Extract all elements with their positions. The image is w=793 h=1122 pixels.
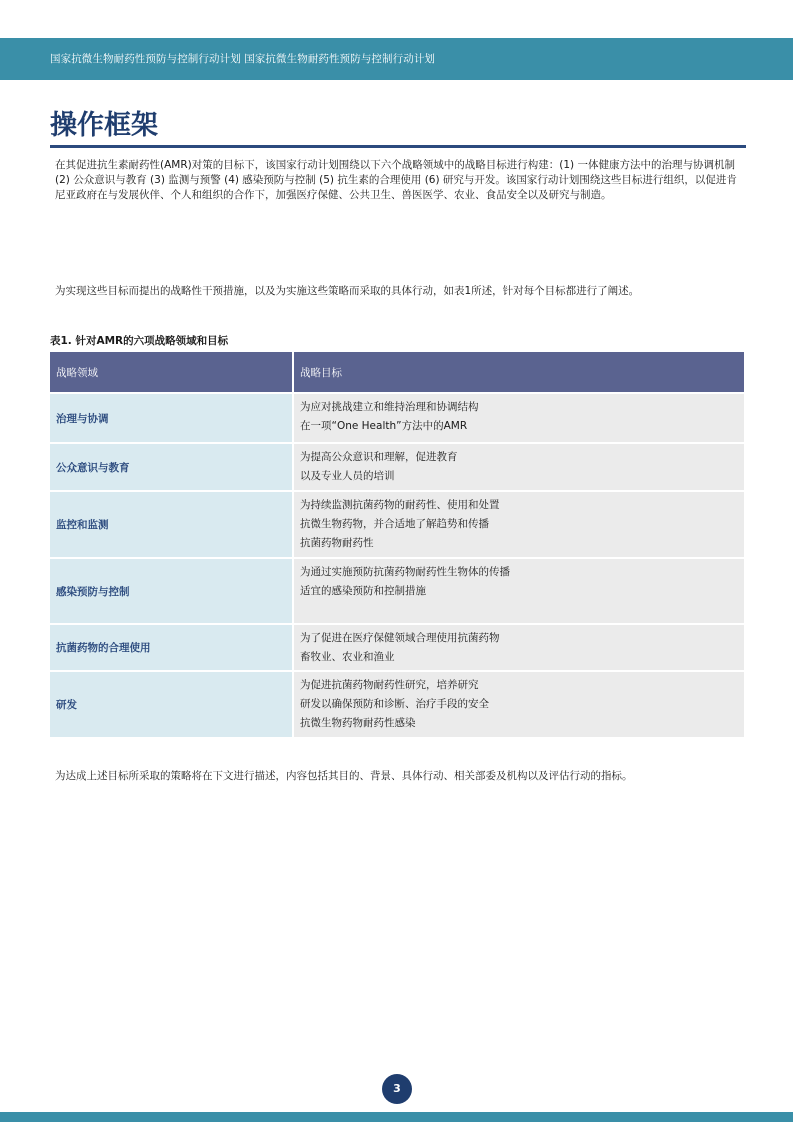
page-title: 操作框架 bbox=[50, 110, 158, 141]
closing-paragraph: 为达成上述目标所采取的策略将在下文进行描述，内容包括其目的、背景、具体行动、相关部委及机构以及评估行动的指标。 bbox=[55, 770, 633, 782]
area-cell: 感染预防与控制 bbox=[50, 558, 293, 624]
goal-cell bbox=[293, 393, 744, 443]
goal-line: 为提高公众意识和理解，促进教育 bbox=[300, 451, 458, 463]
goal-line: 为持续监测抗菌药物的耐药性、使用和处置 bbox=[300, 499, 500, 511]
strategic-goals-table bbox=[50, 352, 744, 737]
goal-line: 为应对挑战建立和维持治理和协调结构 bbox=[300, 401, 479, 413]
table-row bbox=[50, 671, 744, 737]
title-underline bbox=[50, 145, 746, 148]
table-row bbox=[50, 491, 744, 558]
footer-band bbox=[0, 1112, 793, 1122]
header-band bbox=[0, 38, 793, 80]
header-strategic-goal: 战略目标 bbox=[293, 352, 744, 393]
area-cell: 抗菌药物的合理使用 bbox=[50, 624, 293, 671]
goal-line: 抗微生物药物，并合适地了解趋势和传播 bbox=[300, 518, 489, 530]
goal-cell bbox=[293, 558, 744, 624]
page-number-badge: 3 bbox=[382, 1074, 412, 1104]
area-cell: 公众意识与教育 bbox=[50, 443, 293, 491]
area-cell: 研发 bbox=[50, 671, 293, 737]
header-strategic-area: 战略领域 bbox=[50, 352, 293, 393]
goal-line: 以及专业人员的培训 bbox=[300, 470, 395, 482]
goal-line: 为促进抗菌药物耐药性研究，培养研究 bbox=[300, 679, 479, 691]
area-cell: 治理与协调 bbox=[50, 393, 293, 443]
interventions-paragraph: 为实现这些目标而提出的战略性干预措施，以及为实施这些策略而采取的具体行动，如表1所述，针对每个目标都进行了阐述。 bbox=[55, 285, 640, 297]
goal-line: 为了促进在医疗保健领域合理使用抗菌药物 bbox=[300, 632, 500, 644]
table-caption: 表1. 针对AMR的六项战略领域和目标 bbox=[50, 335, 229, 347]
table-row bbox=[50, 443, 744, 491]
goal-line: 研发以确保预防和诊断、治疗手段的安全 bbox=[300, 698, 489, 710]
goal-cell bbox=[293, 624, 744, 671]
goal-line: 适宜的感染预防和控制措施 bbox=[300, 585, 426, 597]
goal-line: 抗菌药物耐药性 bbox=[300, 537, 374, 549]
goal-cell bbox=[293, 491, 744, 558]
goal-line: 为通过实施预防抗菌药物耐药性生物体的传播 bbox=[300, 566, 510, 578]
table-row bbox=[50, 393, 744, 443]
goal-cell bbox=[293, 671, 744, 737]
intro-paragraph: 在其促进抗生素耐药性(AMR)对策的目标下，该国家行动计划围绕以下六个战略领域中的战略目标进行构建：(1) 一体健康方法中的治理与协调机制 (2) 公众意识与教育 (3) 监测与预警 (4) 感染预防与控制 (5) 抗生素的合理使用 (6) 研究与开发。该国家行动计划围绕这些目标进行组织，以促进肯尼亚政府在与发展伙伴、个人和组织的合作下，加强医疗保健、公共卫生、兽医医学、农业、食品安全以及研究与制造。 bbox=[55, 159, 737, 201]
table-header-row bbox=[50, 352, 744, 393]
goal-line: 在一项“One Health”方法中的AMR bbox=[300, 420, 468, 432]
running-header: 国家抗微生物耐药性预防与控制行动计划 国家抗微生物耐药性预防与控制行动计划 bbox=[50, 53, 436, 65]
goal-line: 畜牧业、农业和渔业 bbox=[300, 651, 395, 663]
table-row bbox=[50, 558, 744, 624]
table-row bbox=[50, 624, 744, 671]
area-cell: 监控和监测 bbox=[50, 491, 293, 558]
goal-line: 抗微生物药物耐药性感染 bbox=[300, 717, 416, 729]
goal-cell bbox=[293, 443, 744, 491]
